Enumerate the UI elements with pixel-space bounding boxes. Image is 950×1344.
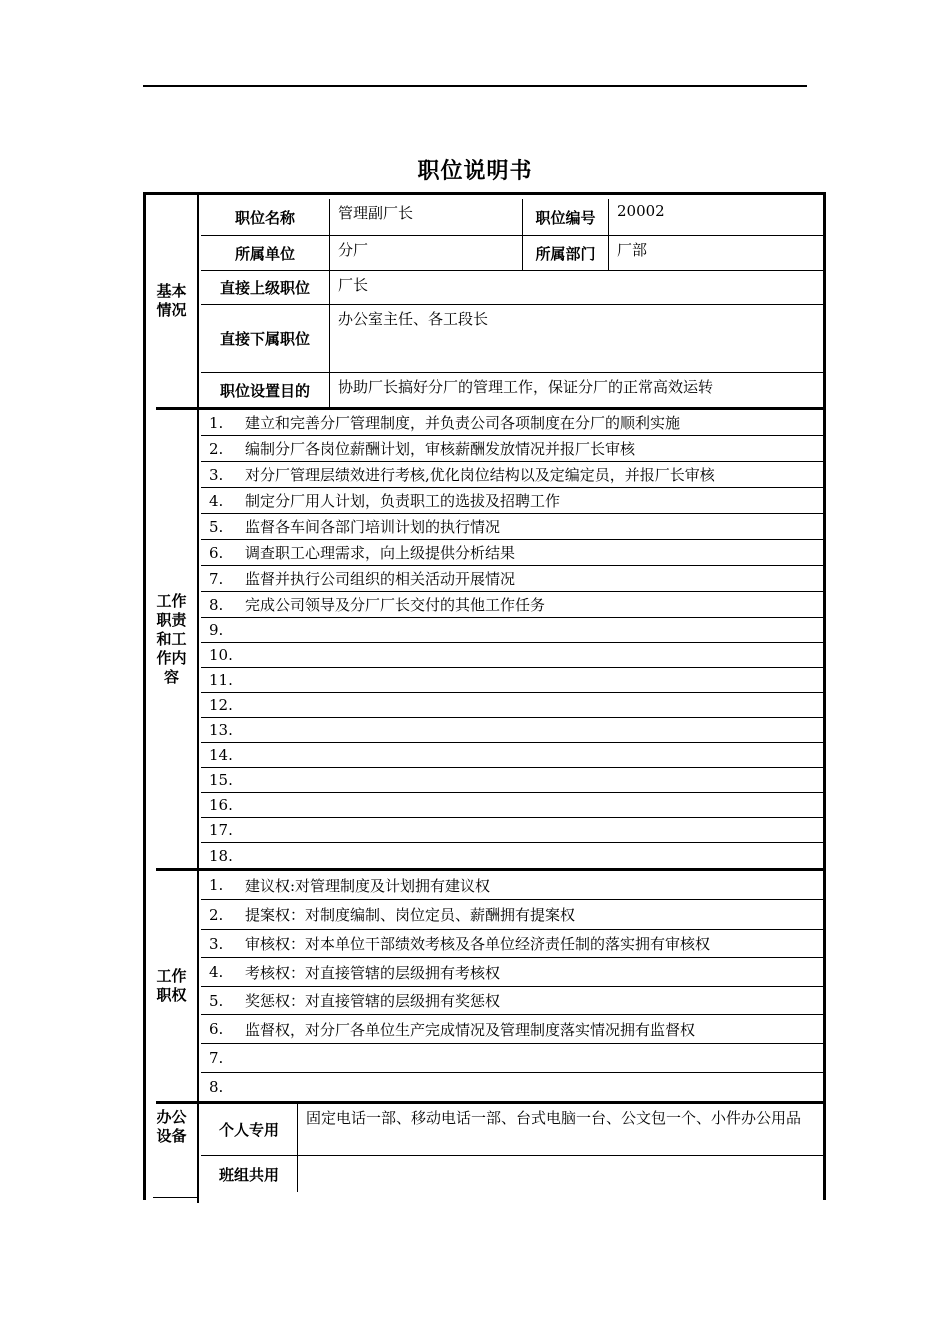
duty-item-number: 12.	[209, 696, 233, 714]
row-position-name	[201, 199, 823, 236]
authority-item-number: 7.	[209, 1049, 224, 1067]
duty-item-text: 建立和完善分厂管理制度，并负责公司各项制度在分厂的顺利实施	[245, 414, 681, 432]
superior-value: 厂长	[338, 276, 369, 294]
duty-item	[201, 592, 823, 618]
authority-item-number: 4.	[209, 963, 224, 981]
authority-item-number: 5.	[209, 991, 224, 1010]
duty-item-number: 13.	[209, 721, 233, 739]
duty-item	[201, 743, 823, 768]
duty-item-number: 14.	[209, 746, 233, 764]
duty-item-text: 对分厂管理层绩效进行考核,优化岗位结构以及定编定员，并报厂长审核	[245, 466, 715, 484]
duty-item	[201, 693, 823, 718]
authority-item-number: 1.	[209, 876, 224, 894]
page-title: 职位说明书	[417, 159, 533, 184]
duty-item	[201, 768, 823, 793]
duty-item-number: 1.	[209, 413, 224, 432]
duty-item-number: 18.	[209, 846, 233, 865]
duty-item-number: 6.	[209, 543, 224, 562]
subordinate-value: 办公室主任、各工段长	[338, 310, 489, 328]
duty-item	[201, 540, 823, 566]
authority-item	[201, 1015, 823, 1044]
duty-item	[201, 566, 823, 592]
duty-item	[201, 818, 823, 843]
equipment-section-label: 办公 设备	[146, 1104, 199, 1203]
authority-item	[201, 900, 823, 930]
authority-item-text: 监督权，对分厂各单位生产完成情况及管理制度落实情况拥有监督权	[245, 1020, 696, 1039]
duty-item	[201, 793, 823, 818]
basic-section-label: 基本 情况	[146, 195, 199, 407]
duty-item	[201, 618, 823, 643]
duty-item-number: 16.	[209, 796, 233, 814]
duty-item	[201, 718, 823, 743]
unit-label: 所属单位	[201, 236, 330, 270]
personal-equipment-label: 个人专用	[201, 1104, 298, 1155]
header-rule	[143, 85, 807, 87]
row-personal-equipment	[201, 1104, 823, 1156]
unit-value: 分厂	[330, 236, 523, 270]
authority-item-text: 考核权：对直接管辖的层级拥有考核权	[245, 963, 501, 982]
duty-item	[201, 410, 823, 436]
duty-item-number: 8.	[209, 595, 224, 614]
position-no-value: 20002	[617, 202, 665, 220]
duty-item-number: 5.	[209, 517, 224, 536]
authority-item	[201, 871, 823, 900]
dept-label: 所属部门	[523, 236, 609, 270]
job-description-table	[143, 192, 826, 1200]
duty-item	[201, 843, 823, 868]
position-name-label: 职位名称	[201, 199, 330, 235]
duty-item	[201, 436, 823, 462]
duty-item-number: 9.	[209, 621, 224, 639]
authority-item-text: 建议权:对管理制度及计划拥有建议权	[245, 876, 491, 895]
dept-value: 厂部	[617, 241, 648, 259]
authority-section-label: 工作 职权	[146, 871, 199, 1101]
authority-item	[201, 930, 823, 958]
superior-label: 直接上级职位	[201, 271, 330, 304]
personal-equipment-value: 固定电话一部、移动电话一部、台式电脑一台、公文包一个、小件办公用品	[306, 1109, 802, 1127]
row-purpose	[201, 373, 823, 407]
equipment-section	[146, 1104, 823, 1203]
row-shared-equipment	[201, 1156, 823, 1192]
duty-item	[201, 462, 823, 488]
authority-item-text: 奖惩权：对直接管辖的层级拥有奖惩权	[245, 992, 501, 1010]
authority-section	[146, 871, 823, 1101]
duty-item-number: 7.	[209, 569, 224, 588]
row-subordinate	[201, 305, 823, 373]
authority-item	[201, 1044, 823, 1073]
position-no-label: 职位编号	[523, 199, 609, 235]
duty-item-text: 调查职工心理需求，向上级提供分析结果	[245, 544, 516, 562]
authority-item-number: 3.	[209, 934, 224, 953]
purpose-value: 协助厂长搞好分厂的管理工作，保证分厂的正常高效运转	[338, 378, 714, 396]
duty-item-text: 监督并执行公司组织的相关活动开展情况	[245, 570, 516, 588]
duty-item-number: 3.	[209, 465, 224, 484]
authority-item-text: 审核权：对本单位干部绩效考核及各单位经济责任制的落实拥有审核权	[245, 935, 711, 953]
position-name-value: 管理副厂长	[330, 199, 523, 235]
duty-item-text: 制定分厂用人计划，负责职工的选拔及招聘工作	[245, 492, 561, 510]
duty-item-text: 完成公司领导及分厂厂长交付的其他工作任务	[245, 596, 546, 614]
duties-section-label: 工作 职责 和工 作内 容	[146, 410, 199, 868]
duty-item-number: 15.	[209, 771, 233, 789]
subordinate-label: 直接下属职位	[201, 305, 330, 372]
basic-section	[146, 195, 823, 407]
duty-item-number: 10.	[209, 646, 233, 664]
table-bottom-rule	[153, 1197, 198, 1198]
duty-item	[201, 643, 823, 668]
shared-equipment-label: 班组共用	[201, 1156, 298, 1192]
duty-item-text: 编制分厂各岗位薪酬计划，审核薪酬发放情况并报厂长审核	[245, 440, 636, 458]
duty-item	[201, 668, 823, 693]
authority-item	[201, 958, 823, 987]
authority-item-number: 6.	[209, 1020, 224, 1038]
duty-item-number: 11.	[209, 671, 233, 689]
duty-item-number: 4.	[209, 491, 224, 510]
row-unit	[201, 236, 823, 271]
duty-item-number: 2.	[209, 439, 224, 458]
shared-equipment-value	[298, 1156, 823, 1192]
authority-item-number: 2.	[209, 905, 224, 924]
purpose-label: 职位设置目的	[201, 373, 330, 407]
duty-item-text: 监督各车间各部门培训计划的执行情况	[245, 518, 501, 536]
authority-item	[201, 987, 823, 1015]
row-superior	[201, 271, 823, 305]
authority-item	[201, 1073, 823, 1101]
duty-item-number: 17.	[209, 821, 233, 839]
duty-item	[201, 488, 823, 514]
authority-item-number: 8.	[209, 1078, 224, 1096]
duty-item	[201, 514, 823, 540]
duties-section	[146, 410, 823, 868]
authority-item-text: 提案权：对制度编制、岗位定员、薪酬拥有提案权	[245, 906, 576, 924]
